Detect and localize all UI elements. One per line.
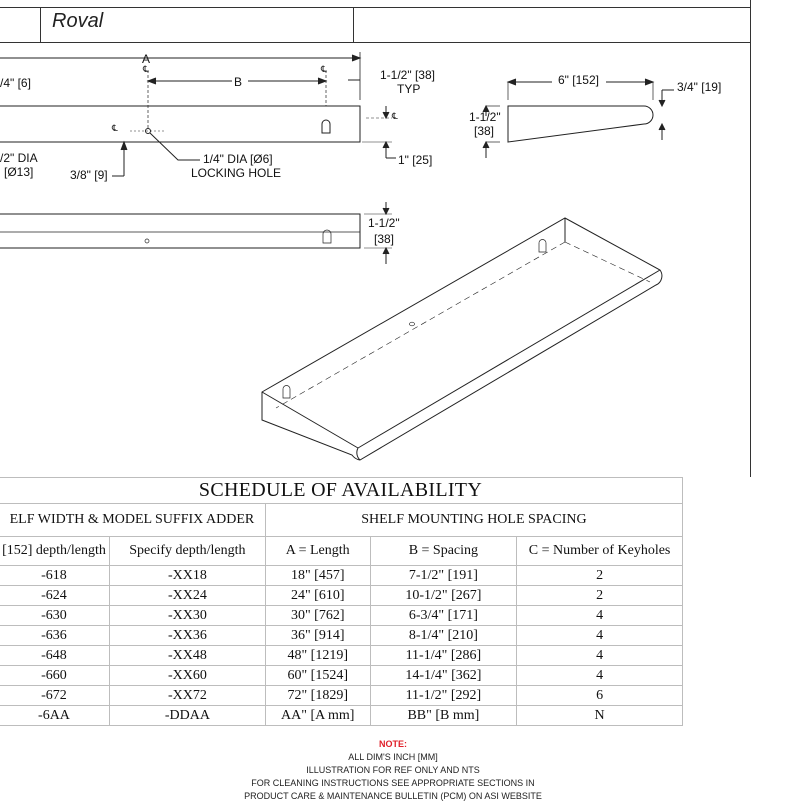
table-cell: -XX18 [109, 566, 265, 586]
dim-front-h-2: [38] [374, 232, 395, 246]
schedule-table [0, 477, 683, 726]
table-cell: 36" [914] [265, 626, 370, 646]
table-cell: 6-3/4" [171] [370, 606, 517, 626]
table-cell: -XX60 [109, 666, 265, 686]
table-cell: 6 [517, 686, 683, 706]
note-line: ILLUSTRATION FOR REF ONLY AND NTS [306, 765, 480, 775]
column-header: [152] depth/length [0, 537, 109, 566]
table-cell: -XX24 [109, 586, 265, 606]
table-cell: -618 [0, 566, 109, 586]
table-cell: 48" [1219] [265, 646, 370, 666]
dim-side-width: 6" [152] [558, 73, 599, 87]
schedule-title: SCHEDULE OF AVAILABILITY [0, 478, 683, 504]
table-cell: 8-1/4" [210] [370, 626, 517, 646]
column-header: B = Spacing [370, 537, 517, 566]
dim-side-thick: 3/4" [19] [677, 80, 722, 94]
dim-side-h-1: 1-1/2" [469, 110, 501, 124]
column-header: Specify depth/length [109, 537, 265, 566]
table-row [0, 626, 683, 646]
table-cell: -DDAA [109, 706, 265, 726]
dim-dia-left-1: /2" DIA [0, 151, 38, 165]
table-cell: 11-1/4" [286] [370, 646, 517, 666]
group-header-left: ELF WIDTH & MODEL SUFFIX ADDER [0, 504, 265, 537]
top-view-shelf [0, 106, 360, 142]
table-cell: 4 [517, 606, 683, 626]
table-cell: -648 [0, 646, 109, 666]
table-cell: N [517, 706, 683, 726]
notes-block [0, 738, 786, 803]
dim-one-inch: 1" [25] [398, 153, 433, 167]
table-cell: 2 [517, 586, 683, 606]
centerline-mark: ℄ [392, 112, 398, 122]
side-view-profile [508, 106, 653, 142]
table-row [0, 586, 683, 606]
table-row [0, 666, 683, 686]
table-cell: AA" [A mm] [265, 706, 370, 726]
table-cell: 7-1/2" [191] [370, 566, 517, 586]
table-cell: 4 [517, 626, 683, 646]
notes-heading: NOTE: [379, 739, 407, 749]
table-cell: -XX72 [109, 686, 265, 706]
note-line: FOR CLEANING INSTRUCTIONS SEE APPROPRIATE SECTIONS IN [251, 778, 535, 788]
isometric-shelf [262, 218, 662, 460]
schedule-body [0, 566, 683, 726]
centerline-mark: ℄ [321, 65, 327, 75]
table-cell: -XX30 [109, 606, 265, 626]
table-cell: 24" [610] [265, 586, 370, 606]
group-header-right: SHELF MOUNTING HOLE SPACING [265, 504, 682, 537]
table-row [0, 706, 683, 726]
product-title: Roval [52, 10, 104, 32]
table-cell: -672 [0, 686, 109, 706]
dim-typ-2: TYP [397, 82, 421, 96]
dim-three-eighths: 3/8" [9] [70, 168, 108, 182]
column-header: A = Length [265, 537, 370, 566]
table-row [0, 646, 683, 666]
dim-typ-1: 1-1/2" [38] [380, 68, 435, 82]
table-cell: -660 [0, 666, 109, 686]
centerline-mark: ℄ [112, 124, 118, 134]
table-cell: BB" [B mm] [370, 706, 517, 726]
table-row [0, 686, 683, 706]
dim-locking-1: 1/4" DIA [Ø6] [203, 152, 273, 166]
dim-left-edge: /4" [6] [0, 76, 31, 90]
table-cell: -630 [0, 606, 109, 626]
table-row [0, 566, 683, 586]
table-cell: 60" [1524] [265, 666, 370, 686]
table-cell: -XX48 [109, 646, 265, 666]
table-cell: 4 [517, 666, 683, 686]
dim-locking-2: LOCKING HOLE [191, 166, 282, 180]
dim-dia-left-2: [Ø13] [4, 165, 34, 179]
dim-label-a: A [142, 52, 151, 66]
table-cell: 72" [1829] [265, 686, 370, 706]
table-cell: 10-1/2" [267] [370, 586, 517, 606]
front-view-shelf [0, 214, 360, 248]
table-cell: 30" [762] [265, 606, 370, 626]
table-cell: -XX36 [109, 626, 265, 646]
column-header: C = Number of Keyholes [517, 537, 683, 566]
table-cell: -6AA [0, 706, 109, 726]
dim-front-h-1: 1-1/2" [368, 216, 400, 230]
table-cell: 4 [517, 646, 683, 666]
centerline-mark: ℄ [143, 65, 149, 75]
dim-label-b: B [234, 75, 243, 89]
table-cell: 18" [457] [265, 566, 370, 586]
note-line: PRODUCT CARE & MAINTENANCE BULLETIN (PCM) ON ASI WEBSITE [244, 791, 542, 801]
table-cell: -624 [0, 586, 109, 606]
table-cell: -636 [0, 626, 109, 646]
table-cell: 11-1/2" [292] [370, 686, 517, 706]
keyhole-top [322, 120, 330, 133]
dim-side-h-2: [38] [474, 124, 495, 138]
note-line: ALL DIM'S INCH [MM] [348, 752, 438, 762]
table-cell: 14-1/4" [362] [370, 666, 517, 686]
table-cell: 2 [517, 566, 683, 586]
table-row [0, 606, 683, 626]
